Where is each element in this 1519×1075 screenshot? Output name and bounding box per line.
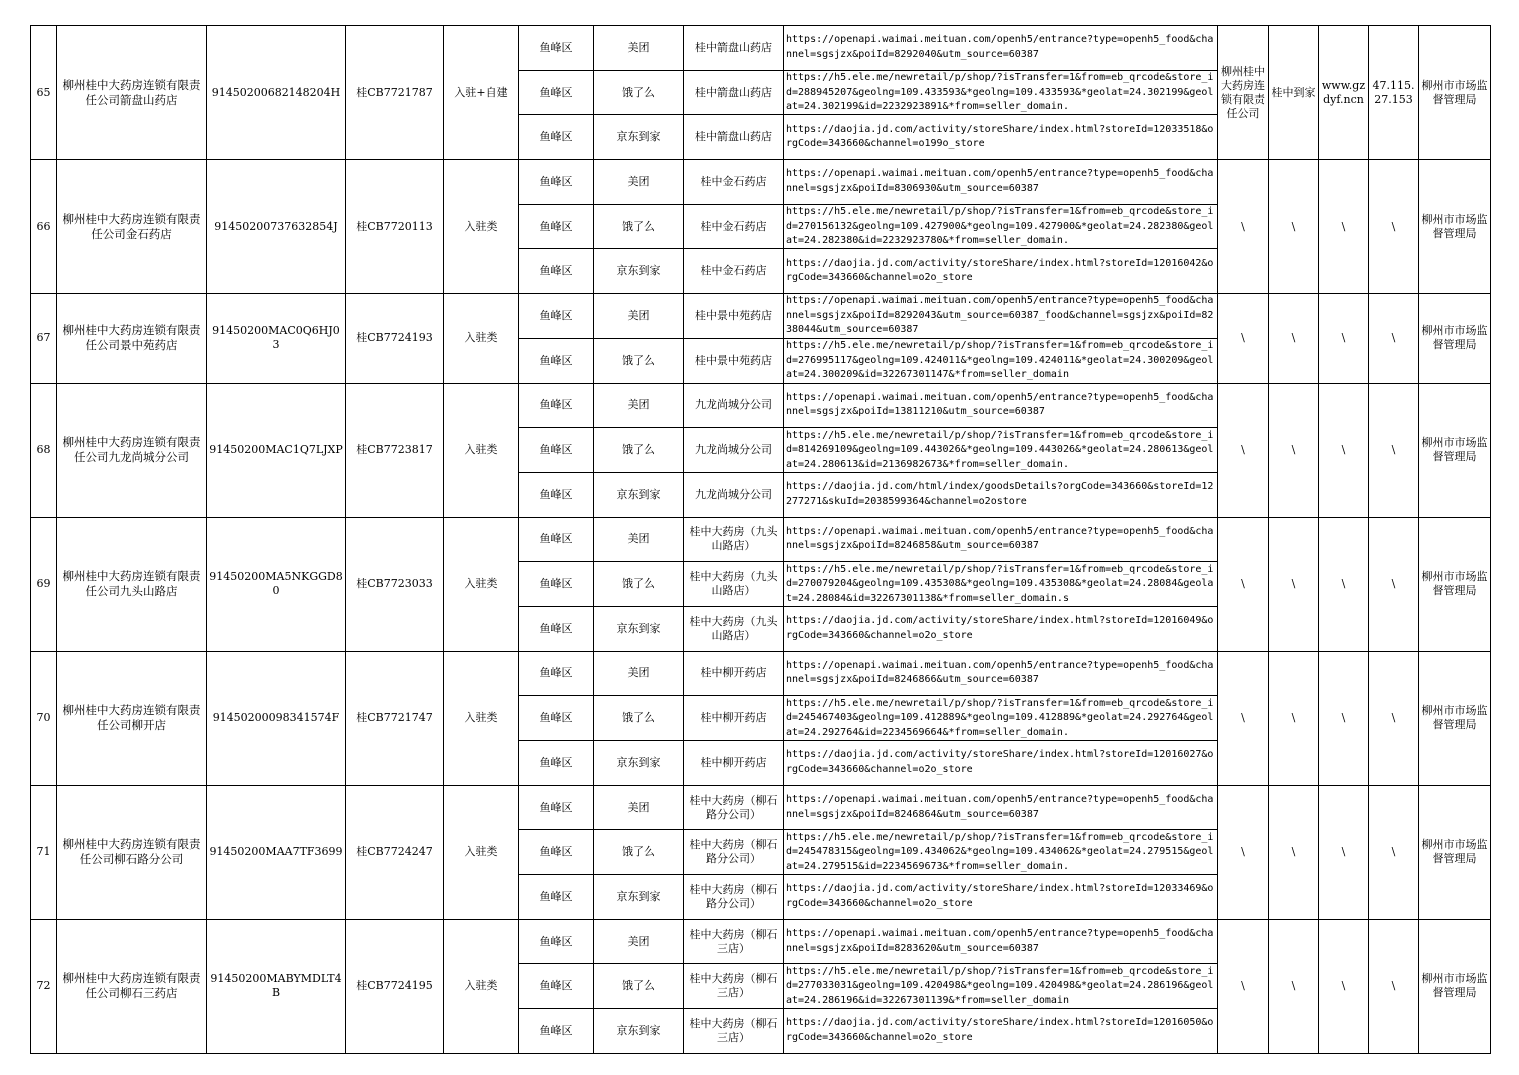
store-url-text[interactable]: https://openapi.waimai.meituan.com/openh5/entrance?type=openh5_food&channel=sgsjzx&poiId=13811210&utm_source=60387 — [786, 391, 1214, 418]
store-name: 桂中金石药店 — [684, 160, 784, 205]
company-name: 柳州桂中大药房连锁有限责任公司金石药店 — [57, 160, 207, 294]
platform-name: 京东到家 — [594, 741, 684, 786]
credit-code: 91450200682148204H — [207, 26, 346, 160]
self-platform: \ — [1269, 651, 1319, 785]
self-company-name: \ — [1218, 919, 1269, 1053]
website: www.gzdyf.ncn — [1319, 26, 1369, 160]
store-url[interactable] — [784, 785, 1218, 830]
store-name: 桂中大药房（柳石路分公司） — [684, 875, 784, 920]
platform-name: 饿了么 — [594, 696, 684, 741]
store-name: 桂中箭盘山药店 — [684, 115, 784, 160]
regulator: 柳州市市场监督管理局 — [1419, 785, 1491, 919]
store-name: 桂中大药房（柳石三店） — [684, 919, 784, 964]
platform-name: 京东到家 — [594, 606, 684, 651]
table-row — [31, 785, 1491, 830]
company-name: 柳州桂中大药房连锁有限责任公司柳石三药店 — [57, 919, 207, 1053]
store-url-text[interactable]: https://daojia.jd.com/activity/storeShare/index.html?storeId=12033469&orgCode=343660&channel=o2o_store — [786, 883, 1214, 909]
license-number: 桂CB7721787 — [346, 26, 444, 160]
district: 鱼峰区 — [519, 785, 594, 830]
credit-code: 91450200MABYMDLT4B — [207, 919, 346, 1053]
table-row — [31, 294, 1491, 339]
store-name: 桂中大药房（柳石三店） — [684, 964, 784, 1009]
store-name: 桂中景中苑药店 — [684, 294, 784, 339]
store-url[interactable] — [784, 338, 1218, 383]
self-platform: \ — [1269, 919, 1319, 1053]
regulator: 柳州市市场监督管理局 — [1419, 383, 1491, 517]
regulator: 柳州市市场监督管理局 — [1419, 651, 1491, 785]
district: 鱼峰区 — [519, 70, 594, 115]
store-name: 桂中大药房（柳石三店） — [684, 1009, 784, 1054]
store-url-text[interactable]: https://daojia.jd.com/activity/storeShare/index.html?storeId=12016042&orgCode=343660&channel=o2o_store — [786, 257, 1214, 284]
store-name: 桂中大药房（柳石路分公司） — [684, 785, 784, 830]
self-platform: \ — [1269, 383, 1319, 517]
row-number: 67 — [31, 294, 57, 383]
company-name: 柳州桂中大药房连锁有限责任公司柳开店 — [57, 651, 207, 785]
self-company-name: \ — [1218, 651, 1269, 785]
platform-name: 美团 — [594, 651, 684, 696]
store-url-text[interactable]: https://openapi.waimai.meituan.com/openh5/entrance?type=openh5_food&channel=sgsjzx&poiId=8306930&utm_source=60387 — [786, 168, 1214, 194]
business-type: 入驻类 — [444, 651, 519, 785]
store-name: 桂中大药房（九头山路店） — [684, 606, 784, 651]
regulator: 柳州市市场监督管理局 — [1419, 517, 1491, 651]
ip-address: \ — [1369, 383, 1419, 517]
store-url[interactable] — [784, 919, 1218, 964]
platform-name: 饿了么 — [594, 204, 684, 249]
credit-code: 91450200098341574F — [207, 651, 346, 785]
store-url-text[interactable]: https://openapi.waimai.meituan.com/openh5/entrance?type=openh5_food&channel=sgsjzx&poiId=8246858&utm_source=60387 — [786, 525, 1214, 552]
license-number: 桂CB7724193 — [346, 294, 444, 383]
company-name: 柳州桂中大药房连锁有限责任公司箭盘山药店 — [57, 26, 207, 160]
self-platform: \ — [1269, 785, 1319, 919]
self-platform: \ — [1269, 160, 1319, 294]
ip-address: 47.115.27.153 — [1369, 26, 1419, 160]
platform-name: 美团 — [594, 517, 684, 562]
company-name: 柳州桂中大药房连锁有限责任公司景中苑药店 — [57, 294, 207, 383]
row-number: 72 — [31, 919, 57, 1053]
district: 鱼峰区 — [519, 517, 594, 562]
district: 鱼峰区 — [519, 338, 594, 383]
platform-name: 美团 — [594, 160, 684, 205]
store-name: 桂中金石药店 — [684, 249, 784, 294]
store-name: 桂中箭盘山药店 — [684, 26, 784, 71]
store-url-text[interactable]: https://h5.ele.me/newretail/p/shop/?isTransfer=1&from=eb_qrcode&store_id=288945207&geolng=109.433593&*geolng=109.433593&*geolat=24.302199&geolat=24.302199&id=2232923891&*from=seller_domain. — [786, 72, 1214, 113]
store-name: 桂中金石药店 — [684, 204, 784, 249]
platform-name: 京东到家 — [594, 1009, 684, 1054]
platform-name: 饿了么 — [594, 428, 684, 473]
website: \ — [1319, 294, 1369, 383]
table-row — [31, 383, 1491, 428]
website: \ — [1319, 517, 1369, 651]
self-company-name: \ — [1218, 383, 1269, 517]
district: 鱼峰区 — [519, 919, 594, 964]
row-number: 66 — [31, 160, 57, 294]
credit-code: 91450200MAA7TF3699 — [207, 785, 346, 919]
district: 鱼峰区 — [519, 696, 594, 741]
store-url-text[interactable]: https://h5.ele.me/newretail/p/shop/?isTransfer=1&from=eb_qrcode&store_id=270079204&geolng=109.435308&*geolng=109.435308&*geolat=24.28084&geolat=24.28084&id=32267301138&*from=seller_domain.s — [786, 563, 1214, 604]
store-url[interactable] — [784, 964, 1218, 1009]
district: 鱼峰区 — [519, 26, 594, 71]
regulator: 柳州市市场监督管理局 — [1419, 294, 1491, 383]
store-url[interactable] — [784, 428, 1218, 473]
license-number: 桂CB7720113 — [346, 160, 444, 294]
district: 鱼峰区 — [519, 383, 594, 428]
platform-name: 美团 — [594, 26, 684, 71]
store-url[interactable] — [784, 696, 1218, 741]
district: 鱼峰区 — [519, 830, 594, 875]
platform-name: 美团 — [594, 294, 684, 339]
license-number: 桂CB7723033 — [346, 517, 444, 651]
ip-address: \ — [1369, 785, 1419, 919]
self-platform: 桂中到家 — [1269, 26, 1319, 160]
row-number: 70 — [31, 651, 57, 785]
platform-name: 京东到家 — [594, 115, 684, 160]
self-company-name: \ — [1218, 517, 1269, 651]
district: 鱼峰区 — [519, 294, 594, 339]
store-name: 桂中箭盘山药店 — [684, 70, 784, 115]
store-url-text[interactable]: https://h5.ele.me/newretail/p/shop/?isTransfer=1&from=eb_qrcode&store_id=270156132&geolng=109.427900&*geolng=109.427900&*geolat=24.282380&geolat=24.282380&id=2232923780&*from=seller_domain. — [786, 206, 1214, 247]
store-url-text[interactable]: https://daojia.jd.com/activity/storeShare/index.html?storeId=12033518&orgCode=343660&channel=o199o_store — [786, 123, 1214, 150]
license-number: 桂CB7723817 — [346, 383, 444, 517]
store-name: 桂中景中苑药店 — [684, 338, 784, 383]
self-platform: \ — [1269, 517, 1319, 651]
table-row — [31, 919, 1491, 964]
store-url[interactable] — [784, 70, 1218, 115]
district: 鱼峰区 — [519, 472, 594, 517]
business-type: 入驻类 — [444, 517, 519, 651]
license-number: 桂CB7724195 — [346, 919, 444, 1053]
platform-name: 美团 — [594, 919, 684, 964]
company-name: 柳州桂中大药房连锁有限责任公司柳石路分公司 — [57, 785, 207, 919]
ip-address: \ — [1369, 160, 1419, 294]
website: \ — [1319, 383, 1369, 517]
store-url-text[interactable]: https://openapi.waimai.meituan.com/openh5/entrance?type=openh5_food&channel=sgsjzx&poiId=8283620&utm_source=60387 — [786, 928, 1214, 954]
district: 鱼峰区 — [519, 741, 594, 786]
district: 鱼峰区 — [519, 1009, 594, 1054]
store-url-text[interactable]: https://openapi.waimai.meituan.com/openh5/entrance?type=openh5_food&channel=sgsjzx&poiId=8246866&utm_source=60387 — [786, 659, 1214, 686]
store-url[interactable] — [784, 294, 1218, 339]
store-url-text[interactable]: https://daojia.jd.com/activity/storeShare/index.html?storeId=12016027&orgCode=343660&channel=o2o_store — [786, 749, 1214, 775]
district: 鱼峰区 — [519, 160, 594, 205]
store-url[interactable] — [784, 472, 1218, 517]
store-url[interactable] — [784, 562, 1218, 607]
store-url[interactable] — [784, 160, 1218, 205]
store-url-text[interactable]: https://daojia.jd.com/html/index/goodsDetails?orgCode=343660&storeId=12277271&skuId=2038599364&channel=o2ostore — [786, 481, 1214, 507]
platform-name: 饿了么 — [594, 70, 684, 115]
table-row — [31, 160, 1491, 205]
store-name: 九龙尚城分公司 — [684, 428, 784, 473]
store-url[interactable] — [784, 1009, 1218, 1054]
business-type: 入驻类 — [444, 785, 519, 919]
store-url-text[interactable]: https://openapi.waimai.meituan.com/openh5/entrance?type=openh5_food&channel=sgsjzx&poiId=8292043&utm_source=60387_food&channel=sgsjzx&poiId=8238044&utm_source=60387 — [786, 295, 1214, 336]
store-name: 桂中大药房（九头山路店） — [684, 517, 784, 562]
table-row — [31, 651, 1491, 696]
platform-name: 京东到家 — [594, 875, 684, 920]
business-type: 入驻类 — [444, 383, 519, 517]
store-url[interactable] — [784, 26, 1218, 71]
district: 鱼峰区 — [519, 204, 594, 249]
credit-code: 91450200MA5NKGGD80 — [207, 517, 346, 651]
store-name: 桂中柳开药店 — [684, 696, 784, 741]
district: 鱼峰区 — [519, 606, 594, 651]
registry-table — [30, 25, 1491, 1054]
company-name: 柳州桂中大药房连锁有限责任公司九头山路店 — [57, 517, 207, 651]
store-url[interactable] — [784, 606, 1218, 651]
store-url-text[interactable]: https://openapi.waimai.meituan.com/openh5/entrance?type=openh5_food&channel=sgsjzx&poiId=8292040&utm_source=60387 — [786, 34, 1214, 60]
regulator: 柳州市市场监督管理局 — [1419, 160, 1491, 294]
store-url[interactable] — [784, 741, 1218, 786]
platform-name: 京东到家 — [594, 249, 684, 294]
website: \ — [1319, 919, 1369, 1053]
ip-address: \ — [1369, 919, 1419, 1053]
store-url[interactable] — [784, 875, 1218, 920]
district: 鱼峰区 — [519, 428, 594, 473]
self-platform: \ — [1269, 294, 1319, 383]
district: 鱼峰区 — [519, 651, 594, 696]
self-company-name: \ — [1218, 160, 1269, 294]
district: 鱼峰区 — [519, 249, 594, 294]
regulator: 柳州市市场监督管理局 — [1419, 919, 1491, 1053]
website: \ — [1319, 785, 1369, 919]
row-number: 65 — [31, 26, 57, 160]
ip-address: \ — [1369, 651, 1419, 785]
platform-name: 京东到家 — [594, 472, 684, 517]
platform-name: 饿了么 — [594, 964, 684, 1009]
company-name: 柳州桂中大药房连锁有限责任公司九龙尚城分公司 — [57, 383, 207, 517]
website: \ — [1319, 160, 1369, 294]
row-number: 69 — [31, 517, 57, 651]
store-url-text[interactable]: https://h5.ele.me/newretail/p/shop/?isTransfer=1&from=eb_qrcode&store_id=277033031&geolng=109.420498&*geolng=109.420498&*geolat=24.286196&geolat=24.286196&id=32267301139&*from=seller_domain — [786, 965, 1214, 1006]
store-url-text[interactable]: https://daojia.jd.com/activity/storeShare/index.html?storeId=12016049&orgCode=343660&channel=o2o_store — [786, 615, 1214, 641]
credit-code: 91450200MAC1Q7LJXP — [207, 383, 346, 517]
business-type: 入驻+自建 — [444, 26, 519, 160]
row-number: 68 — [31, 383, 57, 517]
district: 鱼峰区 — [519, 964, 594, 1009]
store-url[interactable] — [784, 204, 1218, 249]
store-name: 桂中大药房（柳石路分公司） — [684, 830, 784, 875]
platform-name: 饿了么 — [594, 830, 684, 875]
business-type: 入驻类 — [444, 919, 519, 1053]
store-url[interactable] — [784, 115, 1218, 160]
store-name: 桂中柳开药店 — [684, 741, 784, 786]
district: 鱼峰区 — [519, 115, 594, 160]
regulator: 柳州市市场监督管理局 — [1419, 26, 1491, 160]
website: \ — [1319, 651, 1369, 785]
ip-address: \ — [1369, 294, 1419, 383]
row-number: 71 — [31, 785, 57, 919]
store-url[interactable] — [784, 651, 1218, 696]
platform-name: 饿了么 — [594, 338, 684, 383]
store-url-text[interactable]: https://h5.ele.me/newretail/p/shop/?isTransfer=1&from=eb_qrcode&store_id=276995117&geolng=109.424011&*geolng=109.424011&*geolat=24.300209&geolat=24.300209&id=32267301147&*from=seller_domain — [786, 340, 1214, 381]
table-row — [31, 517, 1491, 562]
store-url[interactable] — [784, 517, 1218, 562]
store-url[interactable] — [784, 383, 1218, 428]
store-name: 桂中柳开药店 — [684, 651, 784, 696]
district: 鱼峰区 — [519, 875, 594, 920]
store-name: 九龙尚城分公司 — [684, 472, 784, 517]
self-company-name: 柳州桂中大药房连锁有限责任公司 — [1218, 26, 1269, 160]
store-url[interactable] — [784, 830, 1218, 875]
credit-code: 91450200737632854J — [207, 160, 346, 294]
self-company-name: \ — [1218, 785, 1269, 919]
store-url-text[interactable]: https://h5.ele.me/newretail/p/shop/?isTransfer=1&from=eb_qrcode&store_id=245478315&geolng=109.434062&*geolng=109.434062&*geolat=24.279515&geolat=24.279515&id=2234569673&*from=seller_domain. — [786, 831, 1214, 872]
platform-name: 饿了么 — [594, 562, 684, 607]
self-company-name: \ — [1218, 294, 1269, 383]
business-type: 入驻类 — [444, 160, 519, 294]
platform-name: 美团 — [594, 383, 684, 428]
store-url-text[interactable]: https://daojia.jd.com/activity/storeShare/index.html?storeId=12016050&orgCode=343660&channel=o2o_store — [786, 1017, 1214, 1043]
business-type: 入驻类 — [444, 294, 519, 383]
credit-code: 91450200MAC0Q6HJ03 — [207, 294, 346, 383]
store-url[interactable] — [784, 249, 1218, 294]
license-number: 桂CB7724247 — [346, 785, 444, 919]
license-number: 桂CB7721747 — [346, 651, 444, 785]
store-url-text[interactable]: https://openapi.waimai.meituan.com/openh5/entrance?type=openh5_food&channel=sgsjzx&poiId=8246864&utm_source=60387 — [786, 794, 1214, 820]
store-name: 九龙尚城分公司 — [684, 383, 784, 428]
store-name: 桂中大药房（九头山路店） — [684, 562, 784, 607]
platform-name: 美团 — [594, 785, 684, 830]
ip-address: \ — [1369, 517, 1419, 651]
table-row — [31, 26, 1491, 71]
district: 鱼峰区 — [519, 562, 594, 607]
store-url-text[interactable]: https://h5.ele.me/newretail/p/shop/?isTransfer=1&from=eb_qrcode&store_id=245467403&geolng=109.412889&*geolng=109.412889&*geolat=24.292764&geolat=24.292764&id=2234569664&*from=seller_domain. — [786, 697, 1214, 738]
store-url-text[interactable]: https://h5.ele.me/newretail/p/shop/?isTransfer=1&from=eb_qrcode&store_id=814269109&geolng=109.443026&*geolng=109.443026&*geolat=24.280613&geolat=24.280613&id=2136982673&*from=seller_domain. — [786, 429, 1214, 470]
